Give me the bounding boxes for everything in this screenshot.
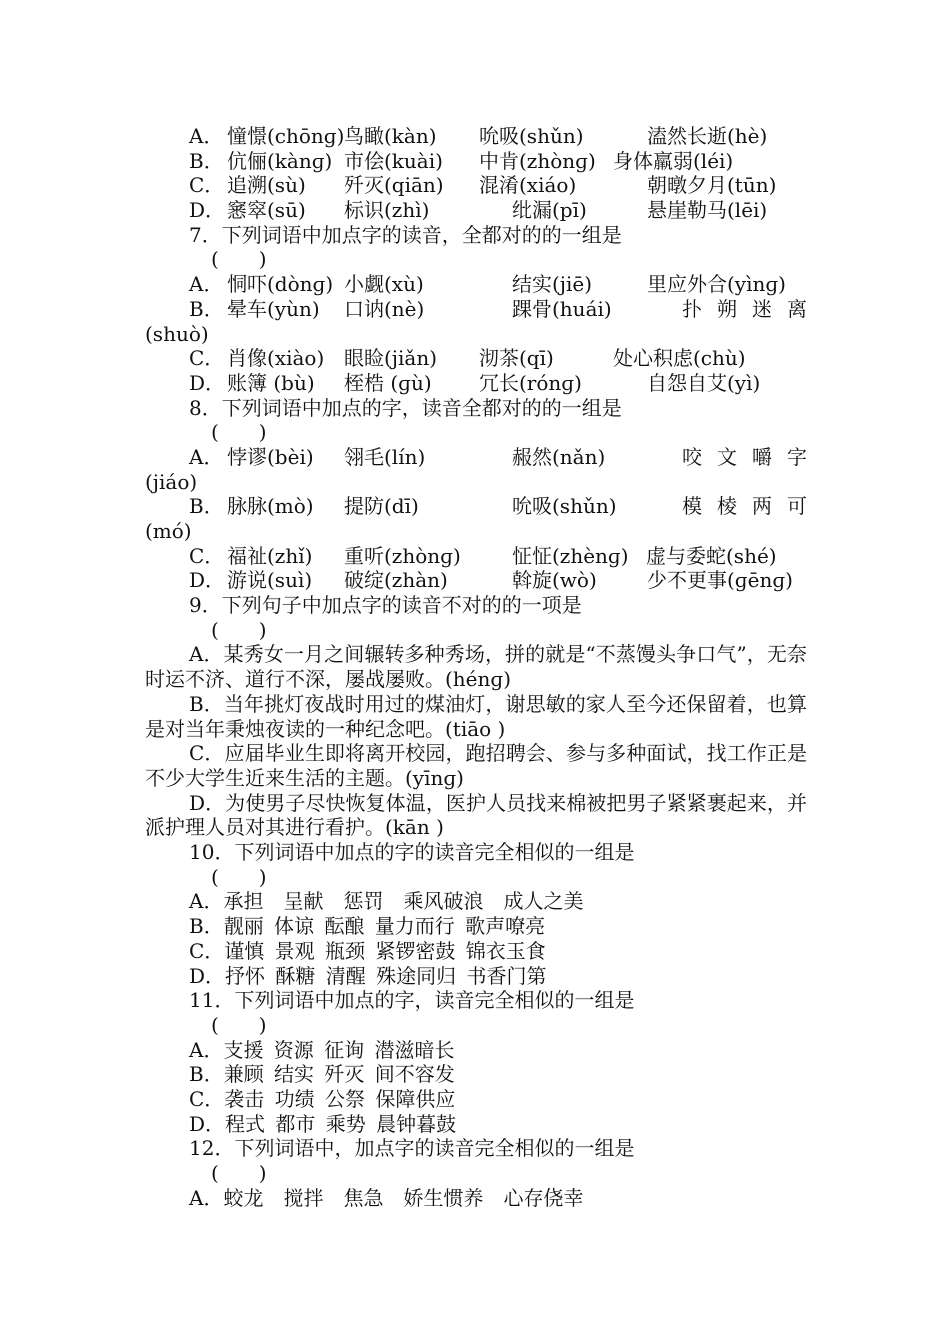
q8-option-c	[145, 544, 807, 569]
option-item: 窸窣(sū)	[227, 198, 306, 223]
option-item: 吮吸(shǔn)	[479, 124, 584, 148]
option-item: 朝暾夕月(tūn)	[647, 173, 777, 198]
q10-option-b: B．靓丽 体谅 酝酿 量力而行 歌声嘹亮	[189, 914, 546, 939]
option-item: 口讷(nè)	[344, 296, 425, 321]
option-item: 提防(dī)	[344, 494, 419, 519]
q10-option-a: A．承担 呈献 惩罚 乘风破浪 成人之美	[189, 889, 584, 914]
q9-option-b: B．当年挑灯夜战时用过的煤油灯，谢思敏的家人至今还保留着，也算是对当年秉烛夜读的一种纪念吧。(tiāo )	[145, 691, 807, 741]
q8-option-a	[145, 445, 807, 470]
char: 嚼	[752, 444, 772, 469]
char: 离	[787, 296, 807, 321]
option-label: A．	[189, 124, 224, 148]
option-item: 自怨自艾(yì)	[647, 370, 761, 395]
option-item: 中肯(zhònɡ)	[479, 148, 596, 173]
option-item: 冗长(rónɡ)	[479, 370, 582, 395]
option-item: 悖谬(bèi)	[227, 444, 314, 469]
q7-answer-blank: ( )	[211, 247, 267, 272]
option-item: 憧憬(chōnɡ)	[227, 124, 345, 148]
q10-option-d: D．抒怀 酥糖 清醒 殊途同归 书香门第	[189, 963, 547, 988]
q8-option-b	[145, 494, 807, 519]
q6-option-a	[145, 124, 807, 149]
q9-option-c: C．应届毕业生即将离开校园，跑招聘会、参与多种面试，找工作正是不少大学生近来生活的主题。(yīnɡ)	[145, 741, 807, 790]
q10-option-c: C．谨慎 景观 瓶颈 紧锣密鼓 锦衣玉食	[189, 938, 546, 963]
option-label: B．	[189, 494, 224, 519]
option-item: 虚与委蛇(shé)	[646, 543, 777, 568]
option-item: 破绽(zhàn)	[344, 568, 448, 593]
q12-answer-blank: ( )	[211, 1161, 267, 1185]
char: 字	[787, 444, 807, 469]
char: 模	[682, 494, 702, 519]
option-item-split	[682, 445, 807, 470]
q12-option-a: A．蛟龙 搅拌 焦急 娇生惯养 心存侥幸	[189, 1185, 584, 1210]
q11-stem: 11．下列词语中加点的字，读音完全相似的一组是	[189, 988, 635, 1013]
q7-option-b	[145, 297, 807, 322]
q11-option-b: B．兼顾 结实 歼灭 间不容发	[189, 1062, 455, 1087]
option-item: 纰漏(pī)	[512, 198, 587, 223]
char: 朔	[717, 296, 737, 321]
q7-option-d	[145, 371, 807, 396]
option-item: 追溯(sù)	[227, 173, 306, 198]
option-label: A．	[189, 272, 224, 297]
char: 两	[752, 494, 772, 519]
q6-option-c	[145, 173, 807, 198]
option-item: 赧然(nǎn)	[512, 444, 606, 469]
q9-option-d: D．为使男子尽快恢复体温，医护人员找来棉被把男子紧紧裹起来，并派护理人员对其进行看护。(kān )	[145, 790, 807, 840]
option-label: D．	[189, 370, 226, 395]
option-item: 眼睑(jiǎn)	[344, 346, 438, 371]
q10-stem: 10．下列词语中加点的字的读音完全相似的一组是	[189, 840, 635, 865]
option-item: 里应外合(yìnɡ)	[647, 272, 786, 297]
option-label: B．	[189, 296, 224, 321]
q7-option-b-continuation: (shuò)	[145, 321, 209, 346]
option-label: A．	[189, 444, 224, 469]
option-item: 身体羸弱(léi)	[613, 148, 734, 173]
option-item: 沏茶(qī)	[479, 346, 554, 371]
option-item: 少不更事(ɡēnɡ)	[647, 568, 793, 593]
option-item: 重听(zhònɡ)	[344, 543, 461, 568]
option-item: 伉俪(kànɡ)	[227, 148, 333, 173]
option-item: 混淆(xiáo)	[479, 173, 577, 198]
q6-option-b	[145, 149, 807, 174]
option-item: 歼灭(qiān)	[344, 173, 444, 198]
q11-answer-blank: ( )	[211, 1012, 267, 1037]
q11-option-c: C．袭击 功绩 公祭 保障供应	[189, 1086, 456, 1111]
q7-stem: 7．下列词语中加点字的读音，全都对的的一组是	[189, 222, 622, 247]
option-item: 结实(jiē)	[512, 272, 593, 297]
q11-option-a: A．支援 资源 征询 潜滋暗长	[189, 1037, 455, 1062]
option-item: 账簿 (bù)	[227, 370, 315, 395]
char: 文	[717, 444, 737, 469]
option-item: 翎毛(lín)	[344, 444, 426, 469]
option-item: 脉脉(mò)	[227, 494, 314, 519]
q9-answer-blank: ( )	[211, 617, 267, 642]
option-label: D．	[189, 568, 226, 593]
option-label: C．	[189, 543, 225, 568]
q10-answer-blank: ( )	[211, 864, 267, 889]
char: 棱	[717, 494, 737, 519]
question-content	[145, 124, 807, 1210]
q8-answer-blank: ( )	[211, 420, 267, 445]
q9-option-a: A．某秀女一月之间辗转多种秀场，拼的就是“不蒸馒头争口气”，无奈时运不济、道行不深，屡战屡败。(hénɡ)	[145, 642, 807, 692]
option-item: 桎梏 (ɡù)	[344, 370, 432, 395]
q11-option-d: D．程式 都市 乘势 晨钟暮鼓	[189, 1111, 457, 1136]
q8-option-a-continuation: (jiáo)	[145, 469, 198, 494]
option-item: 福祉(zhǐ)	[227, 543, 313, 568]
option-item: 小觑(xù)	[344, 272, 424, 297]
option-label: C．	[189, 173, 225, 198]
option-item: 鸟瞰(kàn)	[344, 124, 437, 148]
option-item: 恫吓(dònɡ)	[227, 272, 334, 297]
q7-option-c	[145, 346, 807, 371]
option-item: 踝骨(huái)	[512, 296, 612, 321]
option-item-split	[682, 297, 807, 322]
option-item: 标识(zhì)	[344, 198, 430, 223]
q12-stem: 12．下列词语中，加点字的读音完全相似的一组是	[189, 1136, 635, 1161]
q6-option-d	[145, 198, 807, 223]
option-item: 斡旋(wò)	[512, 568, 597, 593]
q7-option-a	[145, 272, 807, 297]
option-item: 游说(suì)	[227, 568, 313, 593]
option-item: 溘然长逝(hè)	[647, 124, 768, 148]
option-label: D．	[189, 198, 226, 223]
char: 咬	[682, 444, 702, 469]
option-item: 悬崖勒马(lēi)	[647, 198, 768, 223]
q8-option-b-continuation: (mó)	[145, 519, 192, 543]
char: 可	[787, 494, 807, 519]
q8-stem: 8．下列词语中加点的字，读音全都对的的一组是	[189, 395, 622, 420]
option-item: 吮吸(shǔn)	[512, 494, 617, 519]
option-label: C．	[189, 346, 225, 371]
q9-stem: 9．下列句子中加点字的读音不对的的一项是	[189, 593, 582, 618]
option-item: 肖像(xiào)	[227, 346, 325, 371]
char: 扑	[682, 296, 702, 321]
option-label: B．	[189, 148, 224, 173]
q8-option-d	[145, 568, 807, 593]
option-item: 处心积虑(chù)	[613, 346, 746, 371]
option-item: 怔怔(zhènɡ)	[512, 543, 629, 568]
option-item: 晕车(yùn)	[227, 296, 320, 321]
option-item-split	[682, 494, 807, 519]
option-item: 市侩(kuài)	[344, 148, 443, 173]
char: 迷	[752, 296, 772, 321]
